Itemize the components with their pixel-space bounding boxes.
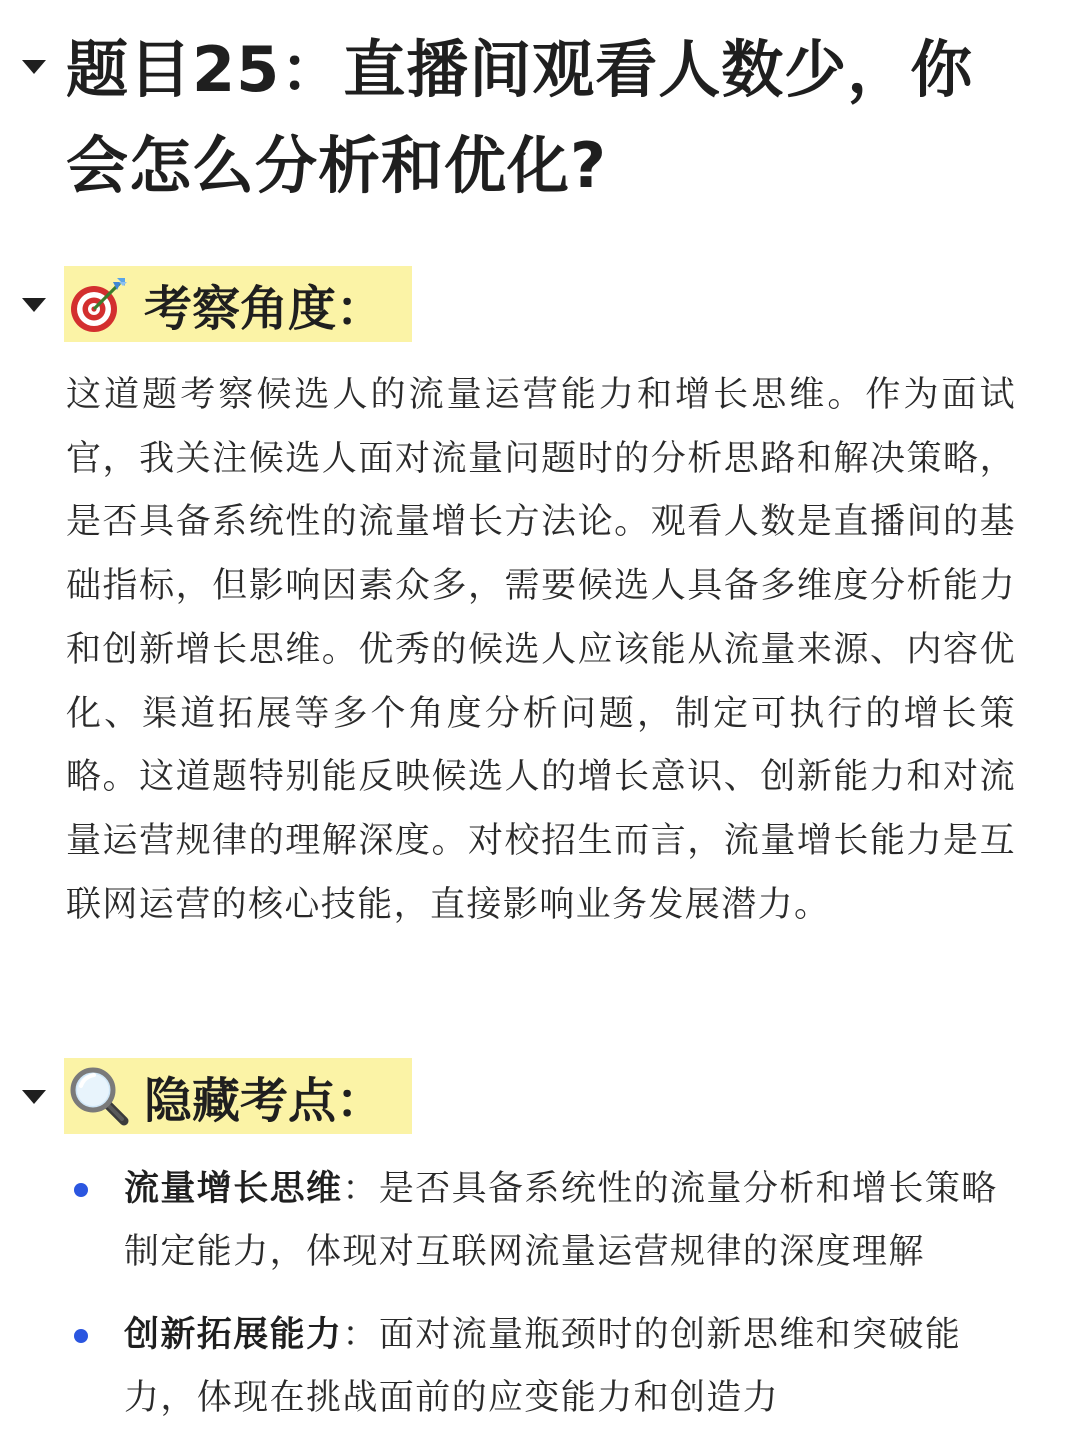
list-item-separator: ： <box>342 1315 379 1355</box>
bullet-dot <box>74 1329 88 1343</box>
list-item-term: 流量增长思维 <box>124 1169 343 1209</box>
list-item-term: 创新拓展能力 <box>124 1315 343 1355</box>
section-heading-label: 隐藏考点： <box>144 1072 385 1129</box>
target-icon <box>66 271 132 337</box>
list-item <box>124 1304 1004 1430</box>
magnifying-glass-icon <box>66 1063 132 1129</box>
collapse-toggle-section-2[interactable] <box>22 1090 46 1104</box>
section-heading-perspective <box>64 266 412 342</box>
section-heading-label: 考察角度： <box>144 280 385 337</box>
page-title: 题目25：直播间观看人数少，你会怎么分析和优化? <box>66 33 974 202</box>
collapse-toggle-title[interactable] <box>22 60 46 74</box>
list-item-text: 是否具备系统性的流量分析和增长策略制定能力，体现对互联网流量运营规律的深度理解 <box>124 1169 998 1272</box>
bullet-dot <box>74 1183 88 1197</box>
list-item-text: 面对流量瓶颈时的创新思维和突破能力，体现在挑战面前的应变能力和创造力 <box>124 1315 962 1418</box>
collapse-toggle-section-1[interactable] <box>22 298 46 312</box>
section-heading-hidden-points <box>64 1058 412 1134</box>
list-item-separator: ： <box>342 1169 379 1209</box>
list-item <box>124 1158 1004 1284</box>
section-paragraph: 这道题考察候选人的流量运营能力和增长思维。作为面试官，我关注候选人面对流量问题时的分析思路和解决策略，是否具备系统性的流量增长方法论。观看人数是直播间的基础指标，但影响因素众多，需要候选人具备多维度分析能力和创新增长思维。优秀的候选人应该能从流量来源、内容优化、渠道拓展等多个角度分析问题，制定可执行的增长策略。这道题特别能反映候选人的增长意识、创新能力和对流量运营规律的理解深度。对校招生而言，流量增长能力是互联网运营的核心技能，直接影响业务发展潜力。 <box>66 375 1016 925</box>
